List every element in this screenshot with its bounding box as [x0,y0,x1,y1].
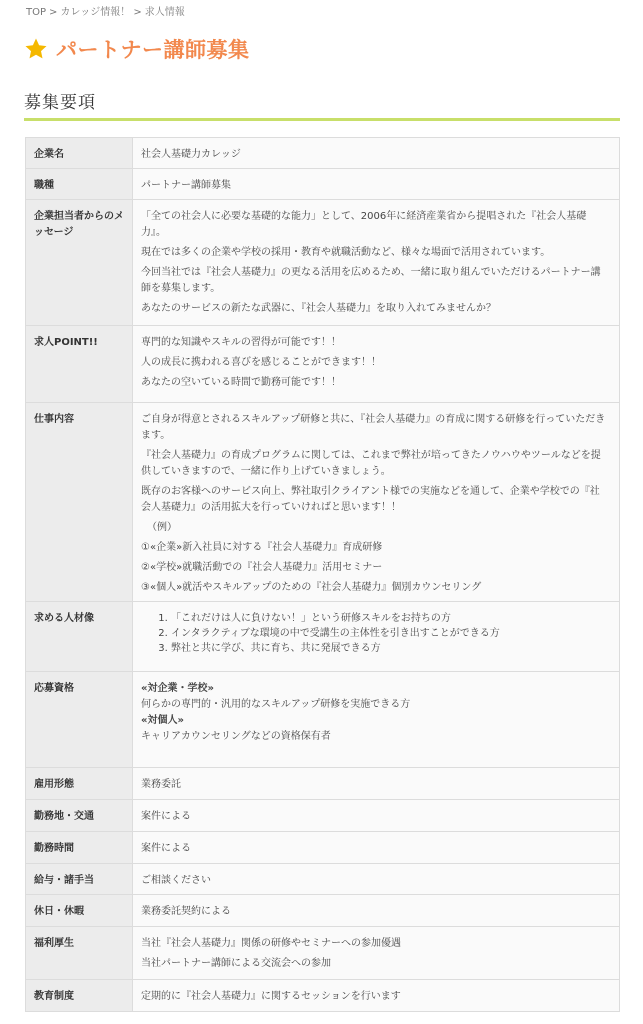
qualification-corp-text: 何らかの専門的・汎用的なスキルアップ研修を実施できる方 [141,699,411,710]
row-label: 雇用形態 [26,768,133,800]
row-label: 求める人材像 [26,602,133,672]
welfare-item: 当社パートナー講師による交流会への参加 [141,958,331,969]
message-paragraph: あなたのサービスの新たな武器に、『社会人基礎力』を取り入れてみませんか？ [141,303,496,314]
row-training [26,980,620,1012]
list-item: 3. 弊社と共に学び、共に育ち、共に発展できる方 [171,641,609,656]
row-qualification [26,672,620,768]
row-label: 応募資格 [26,672,133,768]
row-holidays [26,895,620,927]
breadcrumb [26,3,185,18]
welfare-item: 当社『社会人基礎力』関係の研修やセミナーへの参加優遇 [141,938,401,949]
row-position [26,169,620,200]
row-value: 案件による [133,800,620,832]
list-item: 1. 「これだけは人に負けない！」という研修スキルをお持ちの方 [171,611,609,626]
work-paragraph: ご自身が得意とされるスキルアップ研修と共に、『社会人基礎力』の育成に関する研修を行っていただきます。 [141,414,606,441]
section-title [24,88,620,121]
row-welfare [26,927,620,980]
row-value [133,403,620,602]
row-company [26,138,620,169]
page-title [24,34,250,64]
message-paragraph: 今回当社では『社会人基礎力』の更なる活用を広めるため、一緒に取り組んでいただけるパートナー講師を募集します。 [141,267,601,294]
row-value [133,602,620,672]
row-label: 教育制度 [26,980,133,1012]
page-title-text: パートナー講師募集 [56,38,250,62]
row-value: パートナー講師募集 [133,169,620,200]
work-example-heading: （例） [147,522,177,533]
wanted-list [141,611,609,656]
row-value [133,927,620,980]
row-value: 業務委託契約による [133,895,620,927]
breadcrumb-top-link[interactable]: TOP [26,7,47,18]
message-paragraph: 「全ての社会人に必要な基礎的な能力」として、2006年に経済産業省から提唱された『社会人基礎力』。 [141,211,587,238]
breadcrumb-separator: > [49,7,58,18]
work-paragraph: 既存のお客様へのサービス向上、弊社取引クライアント様での実施などを通して、企業や学校での『社会人基礎力』の活用拡大を行っていければと思います！！ [141,486,600,513]
row-value: 定期的に『社会人基礎力』に関するセッションを行います [133,980,620,1012]
breadcrumb-current: 求人情報 [144,7,185,18]
row-label: 職種 [26,169,133,200]
row-value: 業務委託 [133,768,620,800]
qualification-indiv-text: キャリアカウンセリングなどの資格保有者 [141,731,331,742]
qualification-indiv-heading: «対個人» [141,715,184,726]
row-label: 福利厚生 [26,927,133,980]
star-icon [24,37,48,61]
breadcrumb-college-link[interactable]: カレッジ情報！ [60,7,131,18]
row-employment [26,768,620,800]
row-label: 仕事内容 [26,403,133,602]
row-value: ご相談ください [133,864,620,895]
row-label: 勤務地・交通 [26,800,133,832]
row-wanted [26,602,620,672]
row-label: 勤務時間 [26,832,133,864]
list-item: 2. インタラクティブな環境の中で受講生の主体性を引き出すことができる方 [171,626,609,641]
point-item: あなたの空いている時間で勤務可能です！！ [141,377,341,388]
row-value: 社会人基礎力カレッジ [133,138,620,169]
point-item: 人の成長に携われる喜びを感じることができます！！ [141,357,381,368]
row-location [26,800,620,832]
work-example: ③«個人»就活やスキルアップのための『社会人基礎力』個別カウンセリング [141,582,482,593]
row-value [133,326,620,403]
row-value [133,672,620,768]
row-work [26,403,620,602]
row-label: 企業名 [26,138,133,169]
row-value: 案件による [133,832,620,864]
row-label: 休日・休暇 [26,895,133,927]
work-example: ①«企業»新入社員に対する『社会人基礎力』育成研修 [141,542,383,553]
point-item: 専門的な知識やスキルの習得が可能です！！ [141,337,341,348]
row-label: 求人POINT!! [26,326,133,403]
row-salary [26,864,620,895]
job-info-table [25,137,620,1012]
section-title-text: 募集要項 [24,93,96,113]
row-hours [26,832,620,864]
breadcrumb-separator: > [133,7,142,18]
row-value [133,200,620,326]
qualification-corp-heading: «対企業・学校» [141,683,214,694]
work-paragraph: 『社会人基礎力』の育成プログラムに関しては、これまで弊社が培ってきたノウハウやツールなどを提供していきますので、一緒に作り上げていきましょう。 [141,450,601,477]
row-label: 給与・諸手当 [26,864,133,895]
work-example: ②«学校»就職活動での『社会人基礎力』活用セミナー [141,562,383,573]
row-label: 企業担当者からのメッセージ [26,200,133,326]
row-points [26,326,620,403]
message-paragraph: 現在では多くの企業や学校の採用・教育や就職活動など、様々な場面で活用されています。 [141,247,551,258]
row-message [26,200,620,326]
